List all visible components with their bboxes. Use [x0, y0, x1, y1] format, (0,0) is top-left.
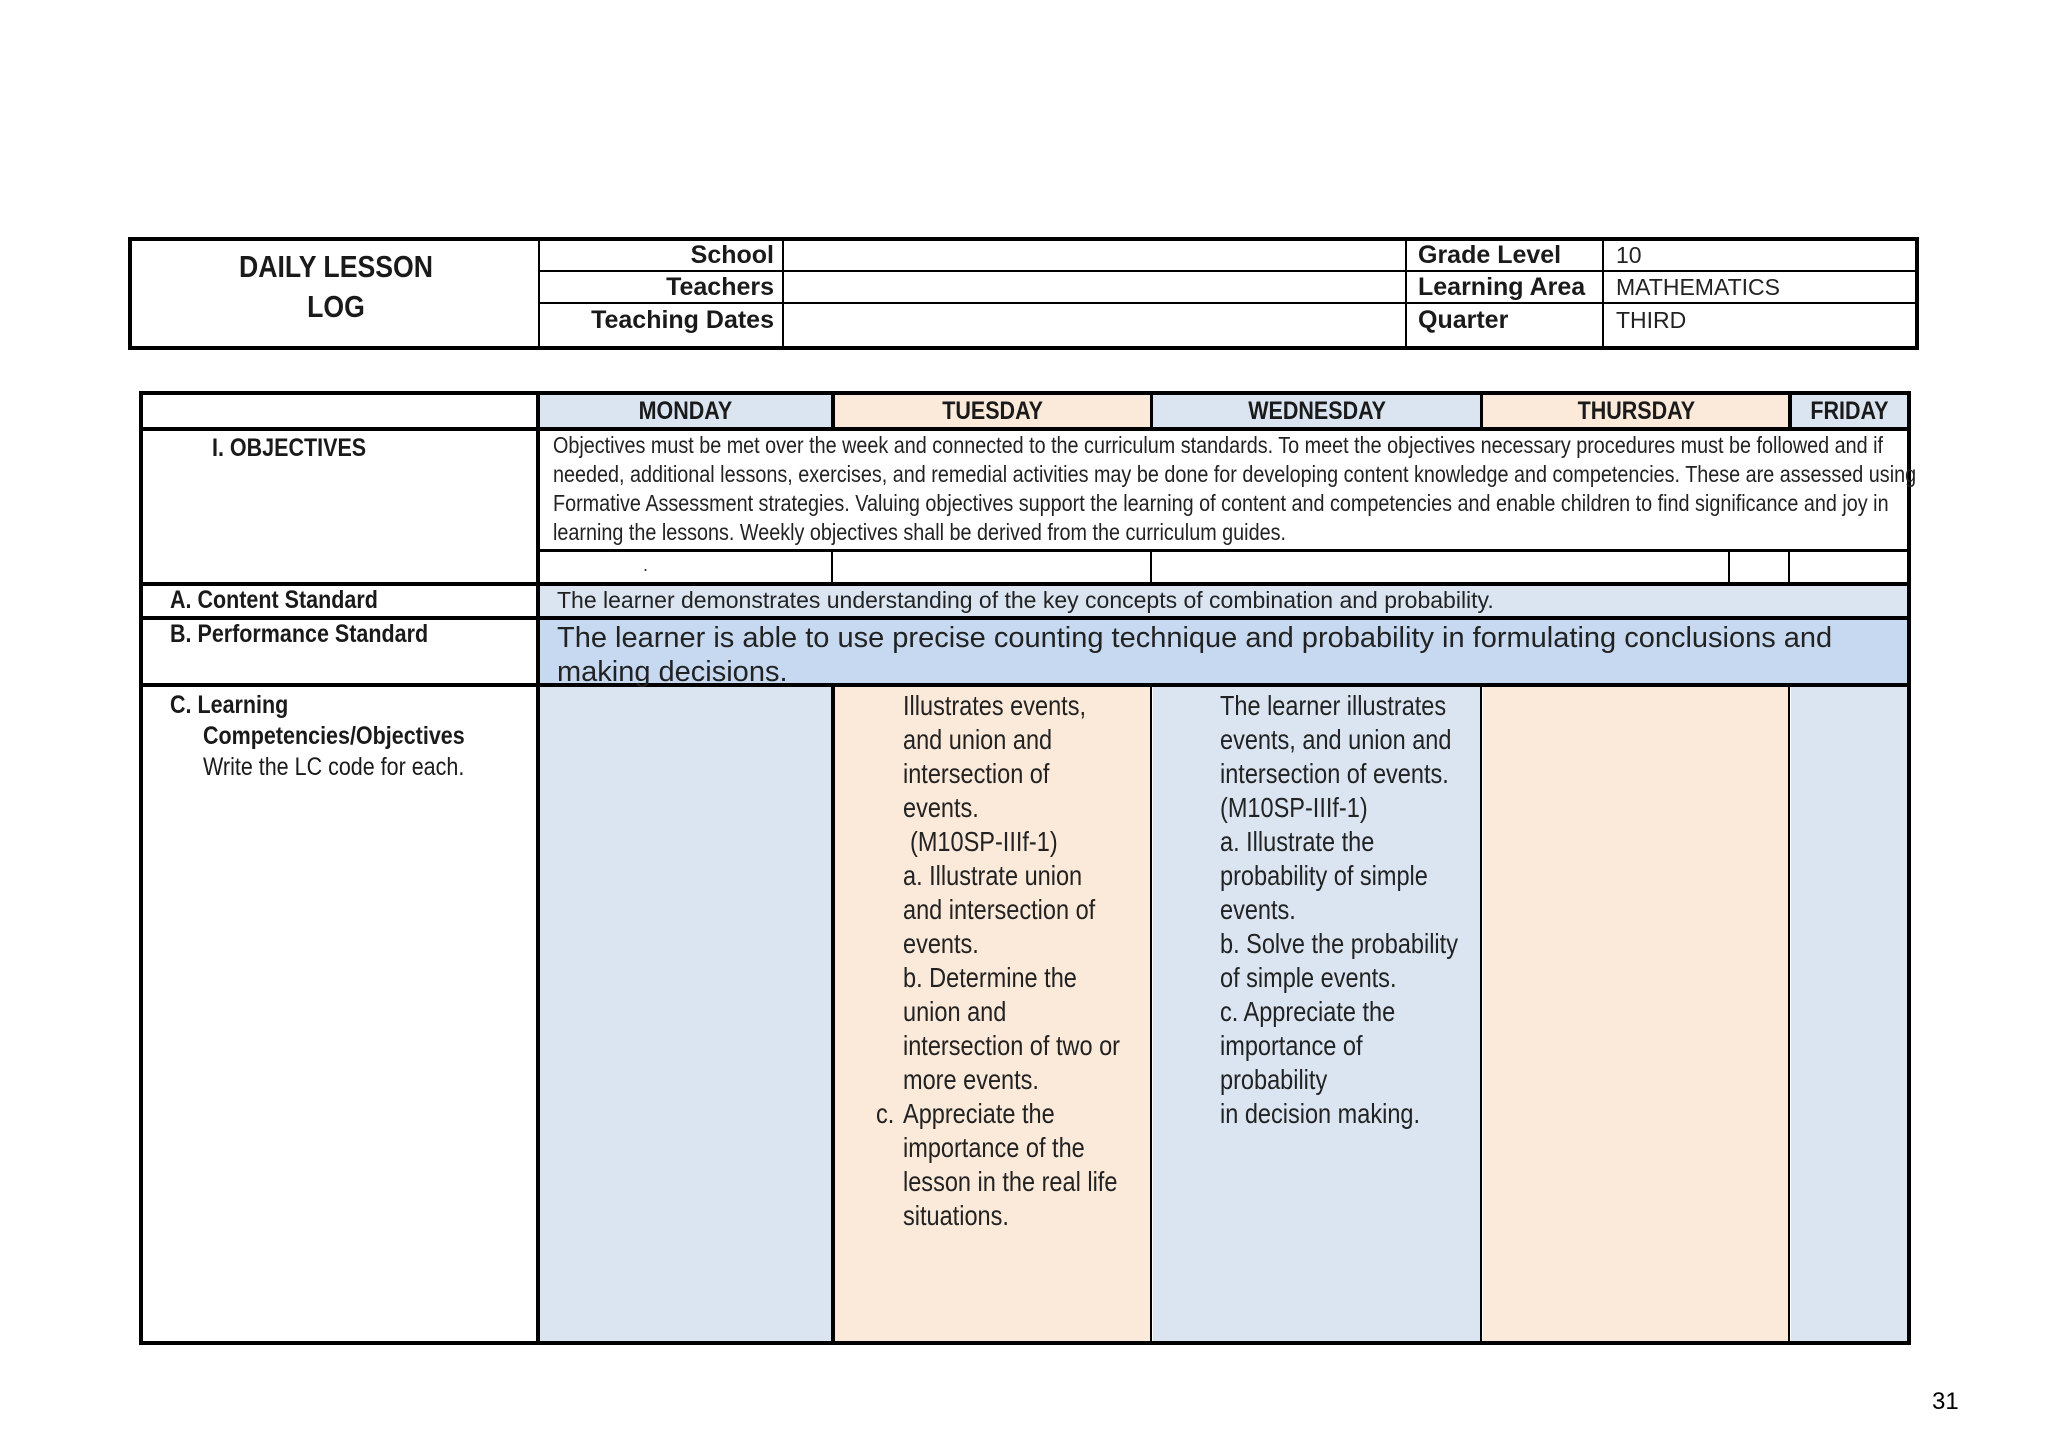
divider: [831, 395, 835, 427]
school-label: School: [690, 241, 774, 269]
wednesday-objective-b: b. Solve the probability of simple events.: [1220, 928, 1458, 993]
grade-level-label: Grade Level: [1418, 241, 1562, 269]
lesson-table: [139, 391, 1917, 1345]
thursday-competency-bg: [1483, 687, 1789, 1341]
learning-area-value: MATHEMATICS: [1616, 274, 1780, 300]
divider: [782, 241, 784, 346]
document-title: [132, 241, 540, 346]
teachers-label: Teachers: [666, 273, 774, 301]
content-standard-label: A. Content Standard: [170, 586, 378, 614]
quarter-label: Quarter: [1418, 306, 1509, 334]
page-number: 31: [1932, 1388, 1959, 1415]
title-line-1: DAILY LESSON: [238, 249, 434, 284]
wednesday-intro: The learner illustrates events, and union and intersection of events.: [1220, 690, 1452, 789]
divider: [1150, 551, 1152, 585]
learning-area-label: Learning Area: [1418, 273, 1586, 301]
wednesday-objective-c: c. Appreciate the importance of probability in decision making.: [1220, 996, 1421, 1129]
day-friday: FRIDAY: [1809, 397, 1889, 425]
divider: [1480, 395, 1483, 427]
tuesday-objective-c-marker: c.: [876, 1098, 895, 1129]
title-line-2: LOG: [307, 289, 365, 324]
divider: [831, 685, 835, 1341]
grade-level-value: 10: [1616, 242, 1642, 268]
divider: [539, 549, 1907, 552]
divider: [1405, 241, 1407, 346]
teaching-dates-label: Teaching Dates: [591, 306, 774, 334]
divider: [1788, 685, 1790, 1341]
divider: [1150, 685, 1152, 1341]
divider: [1150, 395, 1153, 427]
tuesday-intro: Illustrates events, and union and intersection of events.: [903, 690, 1087, 823]
tuesday-objective-b: b. Determine the union and intersection of two or more events.: [903, 962, 1121, 1095]
objectives-dot: .: [643, 555, 649, 575]
tuesday-objective-a: a. Illustrate union and intersection of events.: [903, 860, 1096, 959]
objectives-text: Objectives must be met over the week and connected to the curriculum standards. To meet the objectives necessary procedures must be followed and if needed, additional lessons, exercises, and remedial activities may be done for developing content knowledge and competencies. These are assessed using Formative Assessment strategies. Valuing objectives support the learning of content and competencies and enable children to find significance and joy in learning the lessons. Weekly objectives shall be derived from the curriculum guides.: [553, 432, 1917, 545]
learning-competencies-label-2: Competencies/Objectives: [203, 722, 465, 750]
divider: [538, 241, 540, 346]
divider: [831, 551, 833, 585]
divider: [1728, 551, 1730, 585]
friday-competency-bg: [1791, 687, 1907, 1341]
tuesday-objective-c: Appreciate the importance of the lesson in the real life situations.: [903, 1098, 1118, 1231]
divider: [1602, 241, 1604, 346]
performance-standard-text: The learner is able to use precise counting technique and probability in formulating conclusions and making decisions.: [557, 622, 1833, 688]
divider: [1480, 685, 1482, 1341]
divider: [1788, 551, 1790, 585]
day-tuesday: TUESDAY: [942, 397, 1043, 425]
tuesday-code: (M10SP-IIIf-1): [910, 826, 1058, 857]
day-thursday: THURSDAY: [1577, 397, 1695, 425]
content-standard-text: The learner demonstrates understanding of the key concepts of combination and probability.: [557, 587, 1494, 613]
divider: [536, 395, 540, 1341]
wednesday-code: (M10SP-IIIf-1): [1220, 792, 1368, 823]
day-wednesday: WEDNESDAY: [1248, 397, 1386, 425]
objectives-label: I. OBJECTIVES: [212, 434, 367, 462]
learning-competencies-label: C. Learning: [170, 691, 289, 719]
monday-competency-bg: [539, 687, 832, 1341]
header-table: [128, 237, 1919, 350]
wednesday-objective-a: a. Illustrate the probability of simple events.: [1220, 826, 1428, 925]
day-monday: MONDAY: [638, 397, 733, 425]
performance-standard-label: B. Performance Standard: [170, 620, 429, 648]
quarter-value: THIRD: [1616, 307, 1687, 333]
lc-code-instruction: Write the LC code for each.: [203, 753, 465, 781]
divider: [1788, 395, 1792, 427]
